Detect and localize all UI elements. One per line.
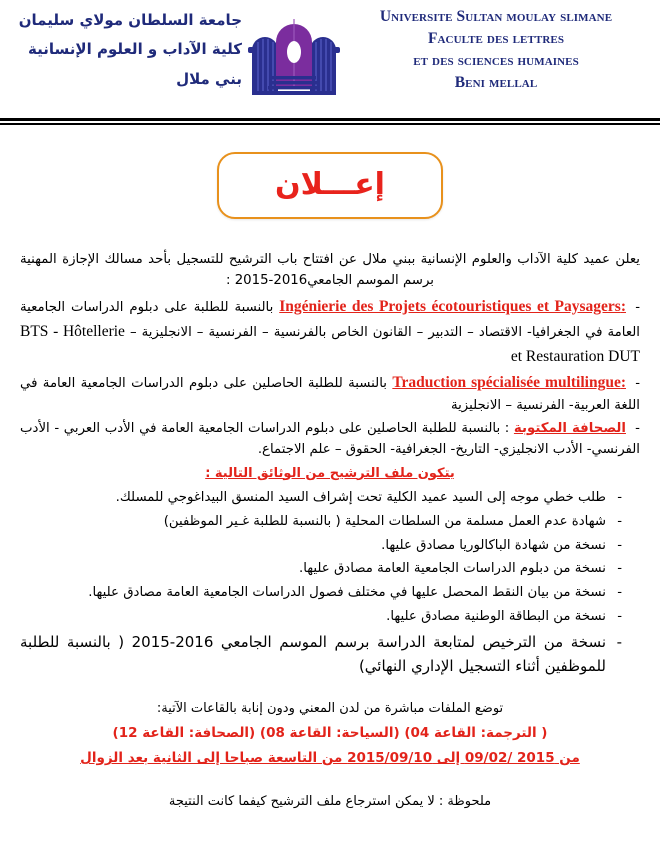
program-item-2 [20,370,640,417]
header-fr-line-1: Universite Sultan moulay slimane [379,8,613,25]
header-ar-line-3: بني ملال [176,69,242,88]
intro-paragraph [20,249,640,292]
program-desc-ar-1: بالنسبة للطلبة على دبلوم الدراسات الجامعية العامة في الجغرافيا- الاقتصاد – التدبير – القانون الخاص بالفرنسية – الفرنسية – الانجليزية – [20,299,641,340]
divider-thin-line [0,123,660,125]
title-zone [0,152,660,219]
program-desc-ar-3: بالنسبة للطلبة الحاصلين على دبلوم الدراسات الجامعية العامة في الأدب العربي - الأدب الفرنسي- الأدب الانجليزي- التاريخ- الجغرافية- الحقوق – علم الاجتماع. [20,420,640,458]
document-header [0,0,660,116]
list-item: - نسخة من شهادة الباكالوريا مصادق عليها. [20,535,622,556]
header-ar-line-1: جامعة السلطان مولاي سليمان [18,11,242,29]
authorization-prefix: نسخة من الترخيص لمتابعة الدراسة برسم الموسم الجامعي [213,632,606,651]
program-dash-2: - [635,375,640,391]
program-dash-1: - [635,299,640,315]
submission-rooms: ( الترجمة: القاعة 04) (السياحة: القاعة 08) (الصحافة: القاعة 12) [112,725,548,742]
header-ar-line-2: كلية الآداب و العلوم الإنسانية [28,40,242,59]
intro-line-2-prefix: الإجازة المهنية برسم الموسم الجامعي [20,251,434,289]
program-tail-fr-1: BTS - Hôtellerie et Restauration DUT [20,322,640,365]
program-item-3 [20,418,640,461]
header-divider [0,118,660,125]
header-arabic-block [14,4,242,94]
list-item: - طلب خطي موجه إلى السيد عميد الكلية تحت إشراف السيد المنسق البيداغوجي للمسلك. [20,487,622,508]
list-item: - نسخة من دبلوم الدراسات الجامعية العامة مصادق عليها. [20,558,622,579]
program-colon-2: : [620,373,626,391]
university-gate-logo [242,4,346,104]
intro-academic-year: 2015-2016 [234,273,308,289]
footnote: ملحوظة : لا يمكن استرجاع ملف الترشيح كيفما كانت النتيجة [168,794,492,810]
intro-line-2-suffix: : [226,273,235,289]
header-fr-line-3: et des sciences humaines [413,52,579,69]
programs-list [20,294,640,461]
program-dash-3: - [635,420,640,436]
list-item: - نسخة من البطاقة الوطنية مصادق عليها. [20,606,622,627]
program-desc-ar-2: بالنسبة للطلبة الحاصلين على دبلوم الدراسات الجامعية العامة في اللغة العربية- الفرنسية – الانجليزية [20,375,640,413]
program-item-1 [20,294,640,369]
documents-heading-text: يتكون ملف الترشيح من الوثائق التالية : [205,465,455,481]
authorization-year: 2015-2016 [131,632,214,651]
header-french-block [346,4,646,94]
documents-list [20,487,640,678]
program-title-fr-2: Traduction spécialisée multilingue [392,373,621,391]
list-item-authorization [20,630,622,679]
program-colon-1: : [620,297,626,315]
list-item: - شهادة عدم العمل مسلمة من السلطات المحلية ( بالنسبة للطلبة غـير الموظفين) [20,511,622,532]
document-body [0,249,660,813]
page-title: إعـــلان [275,167,385,202]
program-title-fr-1: Ingénierie des Projets écotouristiques et Paysagers [279,297,621,315]
submission-dates: من 2015 /09/02 إلى 2015/09/10 من التاسعة صباحا إلى الثانية بعد الزوال [80,750,580,767]
intro-line-1: يعلن عميد كلية الآداب والعلوم الإنسانية ببني ملال عن افتتاح باب الترشيح للتسجيل بأحد مسالك [104,251,640,267]
submission-note: توضع الملفات مباشرة من لدن المعني ودون إنابة بالقاعات الآتية: [156,701,504,717]
program-title-ar-3: الصحافة المكتوبة [513,420,626,436]
header-fr-line-2: Faculte des lettres [427,30,565,47]
program-colon-3: : [504,420,514,436]
list-item: - نسخة من بيان النقط المحصل عليها في مختلف فصول الدراسات الجامعية العامة مصادق عليها. [20,582,622,603]
header-fr-line-4: Beni mellal [454,74,538,91]
announcement-title-box [217,152,443,219]
documents-heading [20,463,640,485]
authorization-suffix: ( بالنسبة للطلبة للموظفين أثناء التسجيل الإداري النهائي) [20,632,606,676]
